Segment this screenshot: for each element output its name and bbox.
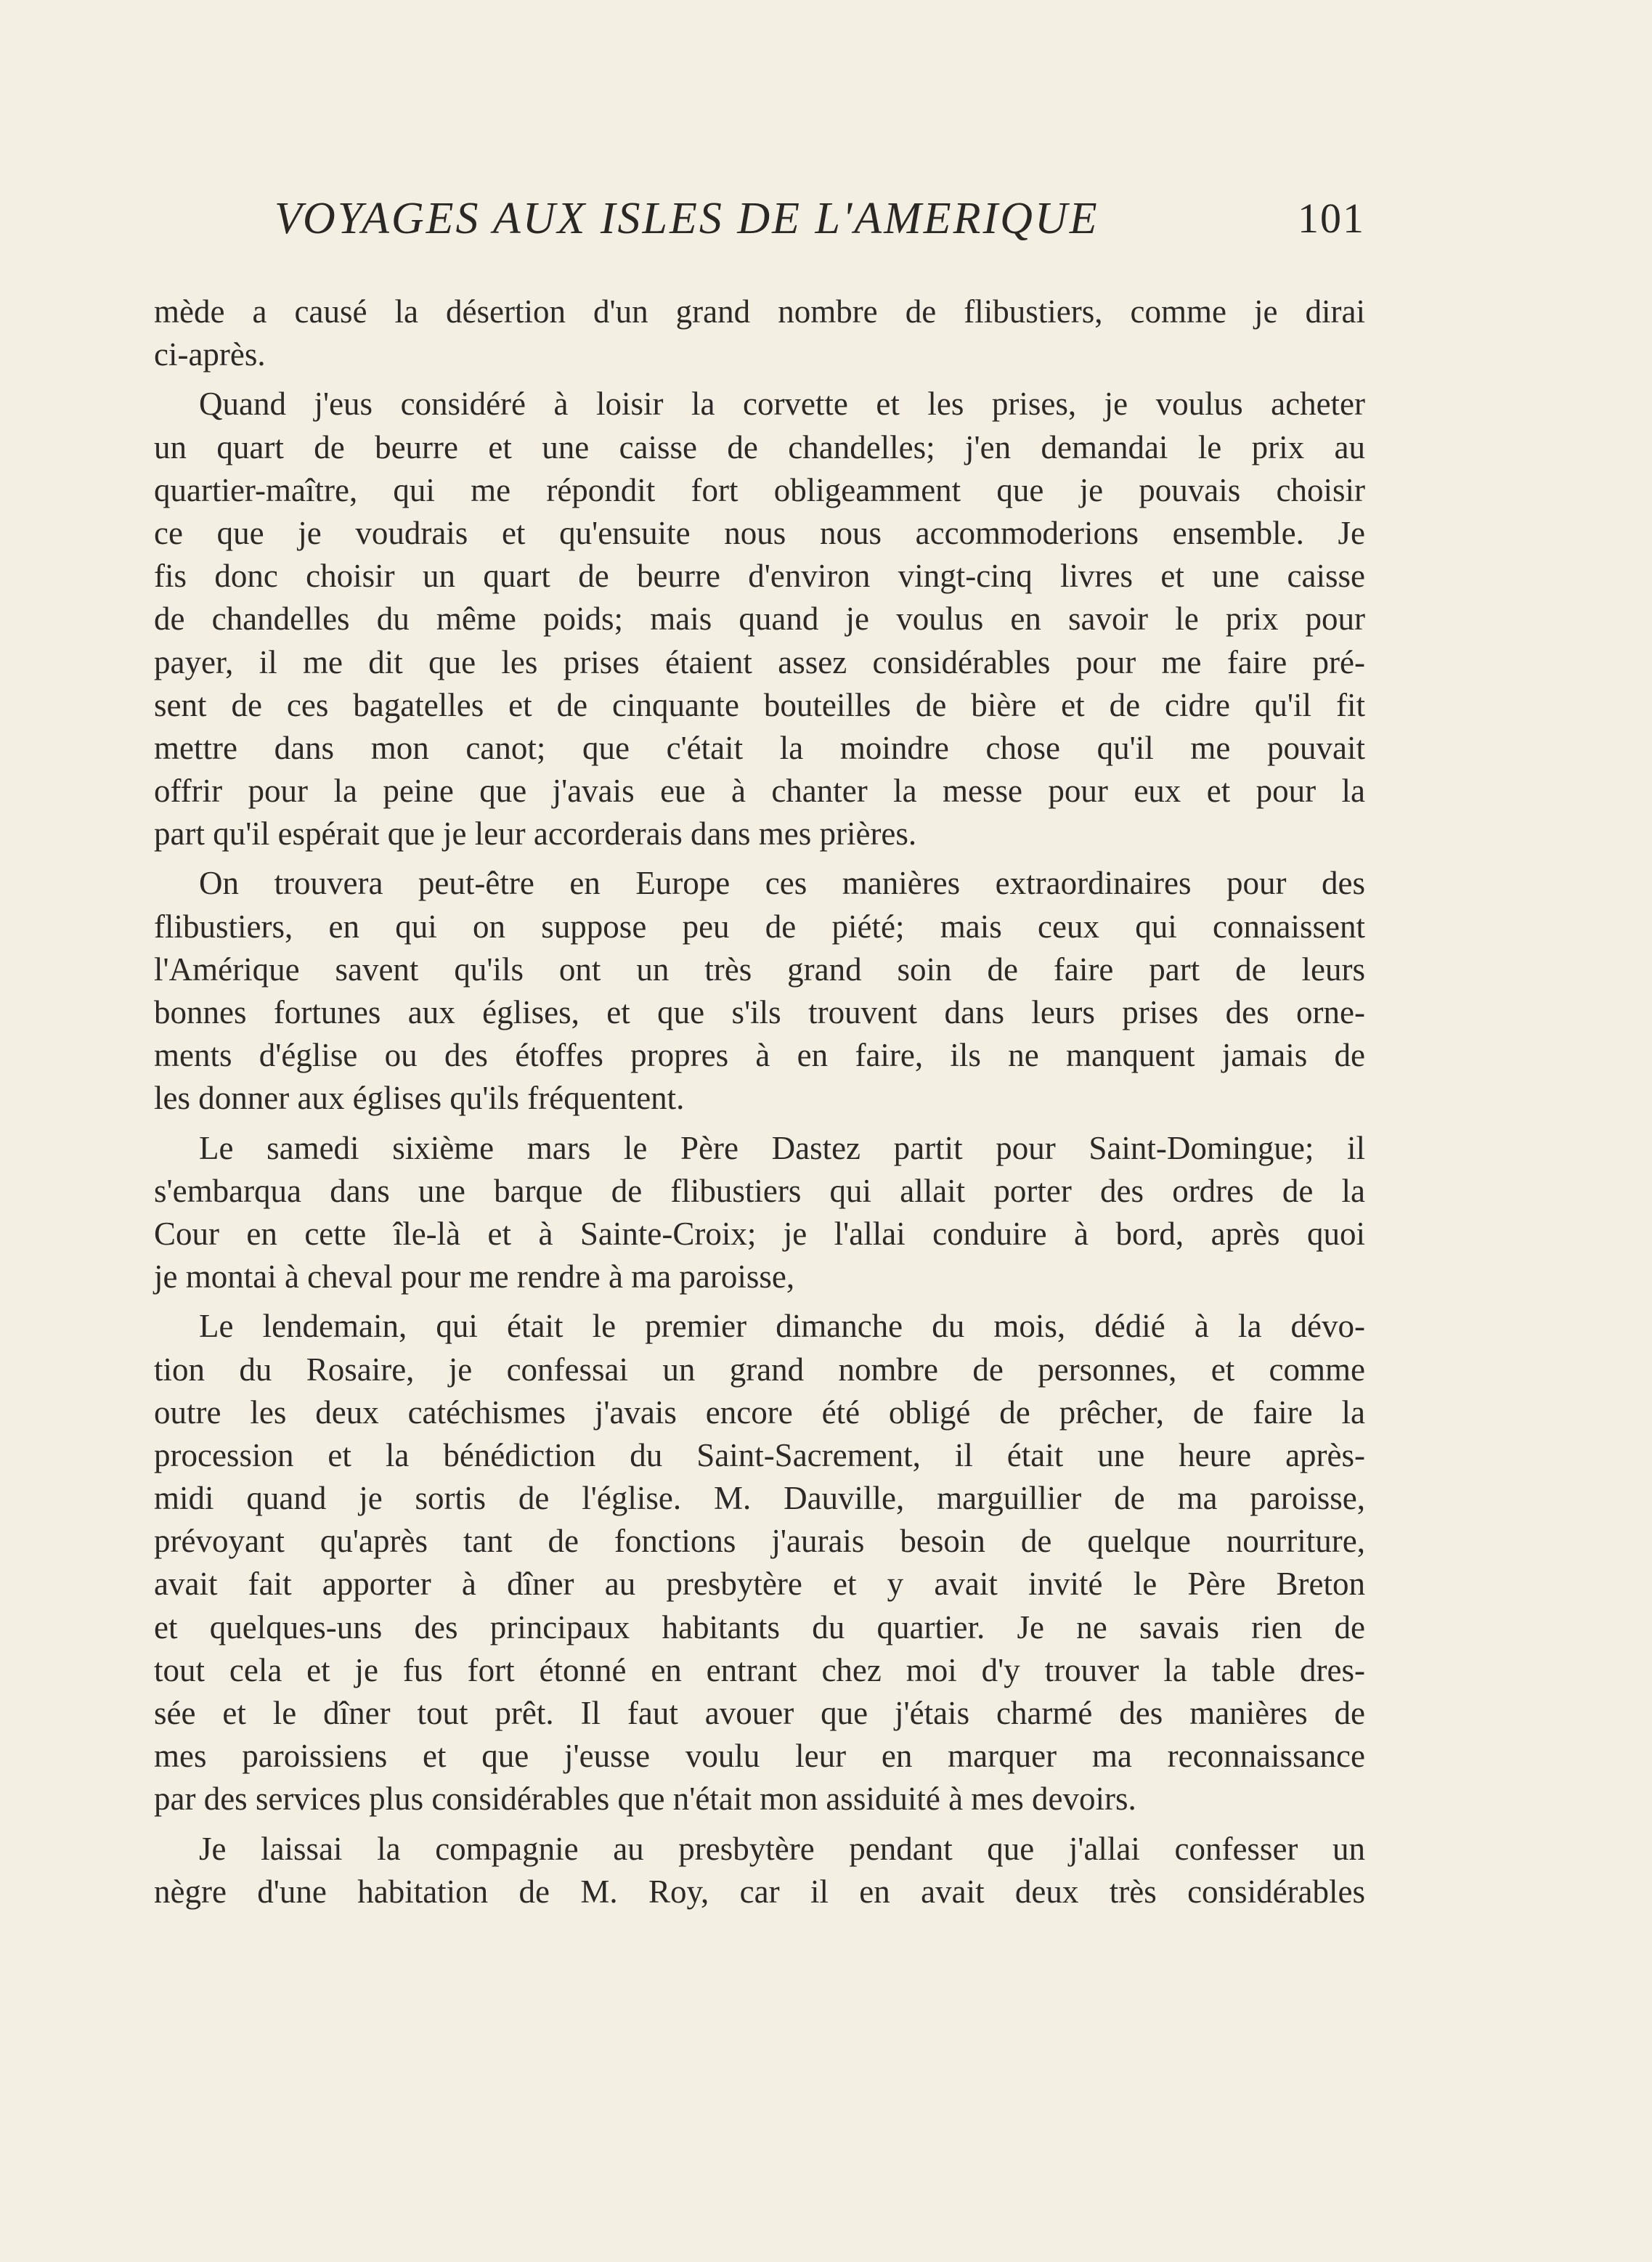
- page-number: 101: [1298, 195, 1365, 242]
- text-line: je montai à cheval pour me rendre à ma paroisse,: [154, 1258, 795, 1295]
- text-line: tion du Rosaire, je confessai un grand nombre de personnes, et comme: [154, 1351, 1365, 1388]
- paragraph: [154, 1305, 1365, 1820]
- text-line: Le samedi sixième mars le Père Dastez partit pour Saint-Domingue; il: [199, 1129, 1365, 1166]
- text-line: procession et la bénédiction du Saint-Sacrement, il était une heure après-: [154, 1436, 1365, 1473]
- text-line: tout cela et je fus fort étonné en entrant chez moi d'y trouver la table dres-: [154, 1651, 1365, 1688]
- text-line: offrir pour la peine que j'avais eue à chanter la messe pour eux et pour la: [154, 773, 1365, 810]
- text-line: On trouvera peut-être en Europe ces manières extraordinaires pour des: [199, 865, 1365, 902]
- paragraph: [154, 1828, 1365, 1913]
- text-line: un quart de beurre et une caisse de chandelles; j'en demandai le prix au: [154, 428, 1365, 465]
- text-line: payer, il me dit que les prises étaient assez considérables pour me faire pré-: [154, 643, 1365, 680]
- text-line: l'Amérique savent qu'ils ont un très grand soin de faire part de leurs: [154, 951, 1365, 988]
- text-line: ments d'église ou des étoffes propres à en faire, ils ne manquent jamais de: [154, 1037, 1365, 1074]
- text-line: Quand j'eus considéré à loisir la corvette et les prises, je voulus acheter: [199, 386, 1365, 423]
- running-title: VOYAGES AUX ISLES DE L'AMERIQUE: [274, 194, 1099, 243]
- text-line: sée et le dîner tout prêt. Il faut avouer que j'étais charmé des manières de: [154, 1695, 1365, 1731]
- text-line: Cour en cette île-là et à Sainte-Croix; je l'allai conduire à bord, après quoi: [154, 1215, 1365, 1252]
- text-line: part qu'il espérait que je leur accorderais dans mes prières.: [154, 815, 917, 853]
- text-line: sent de ces bagatelles et de cinquante bouteilles de bière et de cidre qu'il fit: [154, 686, 1365, 723]
- body-text: [154, 290, 1365, 1913]
- paragraph: [154, 290, 1365, 376]
- paragraph: [154, 1127, 1365, 1299]
- text-line: s'embarqua dans une barque de flibustiers qui allait porter des ordres de la: [154, 1172, 1365, 1209]
- text-line: mettre dans mon canot; que c'était la moindre chose qu'il me pouvait: [154, 729, 1365, 766]
- running-header: [274, 192, 1365, 245]
- text-line: par des services plus considérables que n'était mon assiduité à mes devoirs.: [154, 1781, 1136, 1818]
- paragraph: [154, 862, 1365, 1120]
- text-line: nègre d'une habitation de M. Roy, car il en avait deux très considérables: [154, 1873, 1365, 1910]
- text-line: flibustiers, en qui on suppose peu de piété; mais ceux qui connaissent: [154, 908, 1365, 945]
- paragraph: [154, 383, 1365, 855]
- text-line: et quelques-uns des principaux habitants du quartier. Je ne savais rien de: [154, 1608, 1365, 1645]
- text-line: midi quand je sortis de l'église. M. Dauville, marguillier de ma paroisse,: [154, 1480, 1365, 1517]
- text-line: outre les deux catéchismes j'avais encore été obligé de prêcher, de faire la: [154, 1394, 1365, 1431]
- text-line: quartier-maître, qui me répondit fort obligeamment que je pouvais choisir: [154, 471, 1365, 508]
- text-line: mède a causé la désertion d'un grand nombre de flibustiers, comme je dirai: [154, 293, 1365, 330]
- text-line: les donner aux églises qu'ils fréquentent.: [154, 1080, 685, 1117]
- text-line: avait fait apporter à dîner au presbytère et y avait invité le Père Breton: [154, 1566, 1365, 1603]
- text-line: mes paroissiens et que j'eusse voulu leur en marquer ma reconnaissance: [154, 1738, 1365, 1775]
- text-line: fis donc choisir un quart de beurre d'environ vingt-cinq livres et une caisse: [154, 558, 1365, 595]
- text-line: Le lendemain, qui était le premier dimanche du mois, dédié à la dévo-: [199, 1308, 1365, 1345]
- text-line: Je laissai la compagnie au presbytère pendant que j'allai confesser un: [199, 1830, 1365, 1867]
- text-line: de chandelles du même poids; mais quand je voulus en savoir le prix pour: [154, 601, 1365, 638]
- text-line: prévoyant qu'après tant de fonctions j'aurais besoin de quelque nourriture,: [154, 1523, 1365, 1560]
- text-line: ce que je voudrais et qu'ensuite nous nous accommoderions ensemble. Je: [154, 514, 1365, 551]
- text-line: ci-après.: [154, 336, 266, 373]
- text-line: bonnes fortunes aux églises, et que s'ils trouvent dans leurs prises des orne-: [154, 994, 1365, 1030]
